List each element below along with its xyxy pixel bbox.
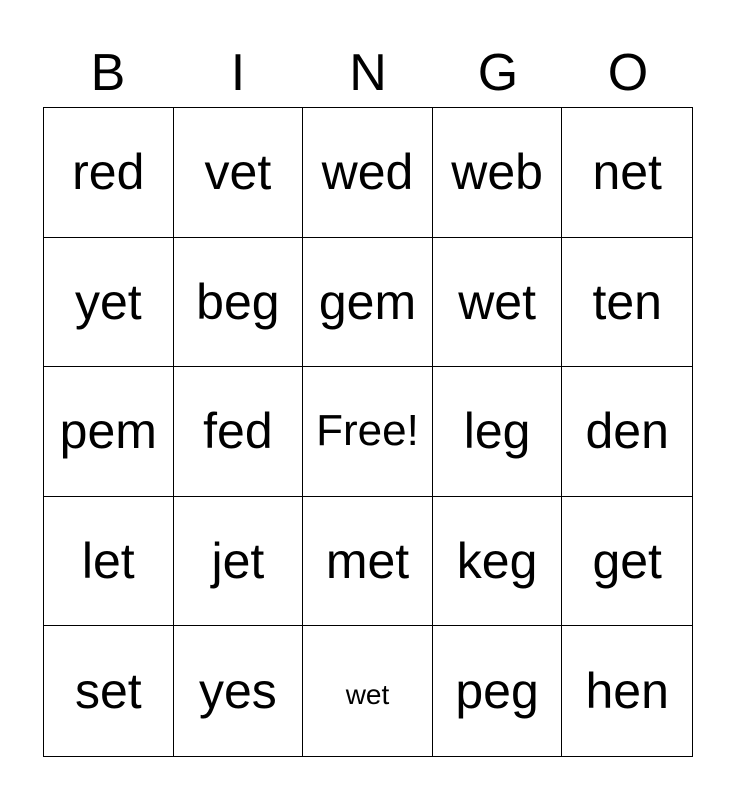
header-letter-n: N xyxy=(349,44,387,102)
bingo-cell: red xyxy=(44,108,174,238)
bingo-cell: keg xyxy=(433,497,563,627)
bingo-cell: web xyxy=(433,108,563,238)
bingo-board xyxy=(43,107,693,757)
bingo-cell: hen xyxy=(585,663,669,720)
bingo-cell: met xyxy=(303,497,433,627)
bingo-cell: ten xyxy=(562,238,692,368)
bingo-cell: yes xyxy=(174,626,304,756)
bingo-cell: yet xyxy=(44,238,174,368)
bingo-cell: pem xyxy=(44,367,174,497)
bingo-cell: wet xyxy=(433,238,563,368)
free-space-cell: Free! xyxy=(303,367,433,497)
header-letter-g: G xyxy=(477,44,519,102)
bingo-cell: wed xyxy=(303,108,433,238)
bingo-header xyxy=(43,42,693,104)
bingo-cell: vet xyxy=(174,108,304,238)
bingo-cell: gem xyxy=(303,238,433,368)
bingo-cell: leg xyxy=(433,367,563,497)
bingo-cell: wet xyxy=(303,626,433,756)
header-letter-o: O xyxy=(607,44,649,102)
bingo-cell: den xyxy=(562,367,692,497)
header-letter-b: B xyxy=(90,44,126,102)
bingo-cell: set xyxy=(44,626,174,756)
bingo-cell: get xyxy=(562,497,692,627)
bingo-cell: peg xyxy=(433,626,563,756)
header-letter-i: I xyxy=(230,44,246,102)
bingo-cell: fed xyxy=(174,367,304,497)
bingo-cell: net xyxy=(562,108,692,238)
bingo-cell: let xyxy=(44,497,174,627)
bingo-cell: jet xyxy=(174,497,304,627)
bingo-cell: beg xyxy=(174,238,304,368)
